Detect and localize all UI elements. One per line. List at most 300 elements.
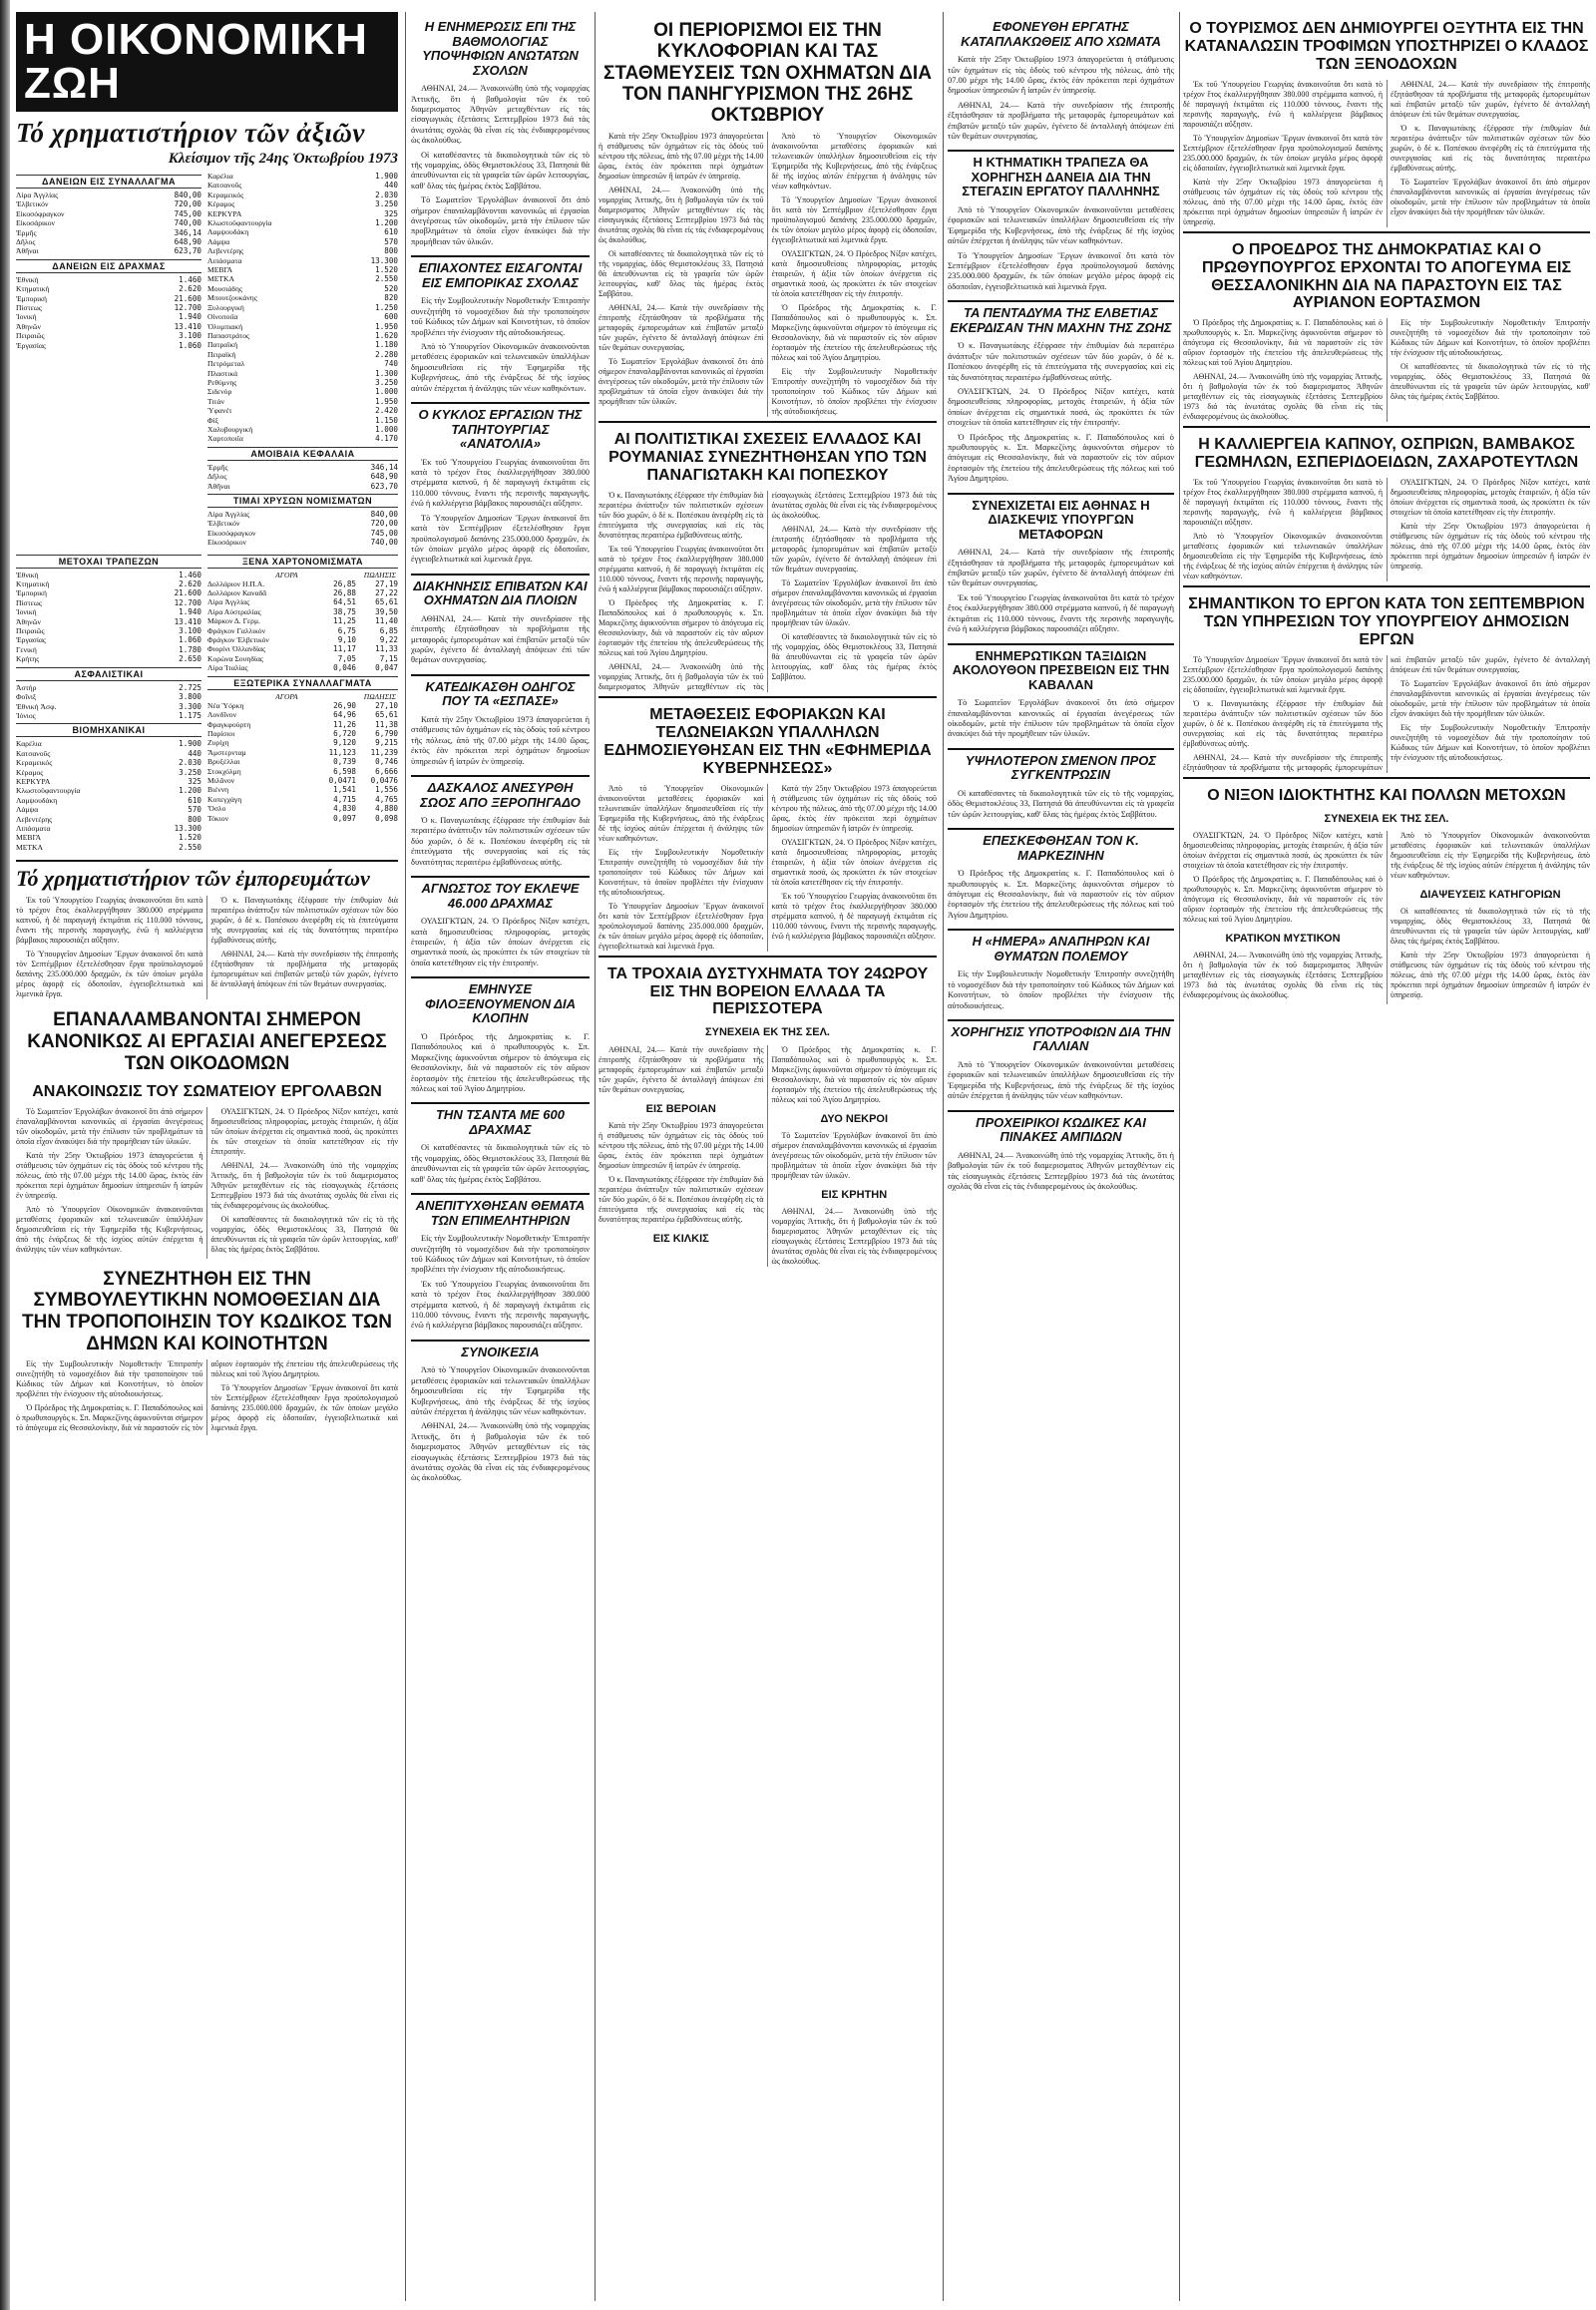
row-label: Λιπάσματα: [207, 255, 242, 265]
row-value: 740,00: [370, 538, 398, 548]
paragraph: Ὁ Πρόεδρος τῆς Δημοκρατίας κ. Γ. Παπαδόπουλος καὶ ὁ πρωθυπουργὸς κ. Σπ. Μαρκεζίνης ἀφικνοῦνται σήμερον τὸ ἀπόγευμα εἰς Θεσσαλονίκην, διὰ νὰ παραστοῦν εἰς τὸν αὔριον ἑορτασμὸν τῆς ἐπετείου τῆς ἀπελευθερώσεως τῆς πόλεως καὶ τοῦ Ἁγίου Δημητρίου.: [948, 432, 1174, 484]
row-value: 1.520: [179, 833, 201, 843]
table-row: [16, 805, 201, 814]
row-label: Κεραμεικός: [16, 758, 53, 768]
row-value: 13.410: [174, 321, 201, 331]
paragraph: Εἰς τὴν Συμβουλευτικὴν Νομοθετικὴν Ἐπιτροπὴν συνεζητήθη τὸ νομοσχέδιον διὰ τὴν τροποποίησιν τοῦ Κώδικος τῶν Δήμων καὶ Κοινοτήτων, τὸ ὁποῖον προβλέπει τὴν ἐνίσχυσιν τῆς αὐτοδιοικήσεως.: [1391, 722, 1590, 762]
table-heading: ΒΙΟΜΗΧΑΝΙΚΑΙ: [16, 723, 201, 737]
table-row: [16, 228, 201, 237]
row-value: 6,790: [375, 728, 398, 738]
table-row: [16, 692, 201, 701]
buy-heading: ΑΓΟΡΑ: [275, 570, 298, 579]
row-value: 600: [384, 312, 398, 322]
table-row: [207, 181, 398, 190]
paragraph: ΟΥΑΣΙΓΚΤΩΝ, 24. Ὁ Πρόεδρος Νίξον κατέχει, κατὰ δημοσιευθείσας πληροφορίας, μετοχὰς ἑταιρειῶν, ἡ ἀξία τῶν ὁποίων ἀνέρχεται εἰς σημαντικὰ ποσά, ὡς προκύπτει ἐκ τῶν στοιχείων τὰ ὁποῖα κατετέθησαν εἰς τὴν ἐπιτροπήν.: [1183, 831, 1383, 871]
row-value: 1.940: [179, 312, 201, 322]
table-row: [16, 635, 201, 644]
table-row: [207, 757, 398, 766]
paragraph: ΟΥΑΣΙΓΚΤΩΝ, 24. Ὁ Πρόεδρος Νίξον κατέχει, κατὰ δημοσιευθείσας πληροφορίας, μετοχὰς ἑταιρειῶν, ἡ ἀξία τῶν ὁποίων ἀνέρχεται εἰς σημαντικὰ ποσά, ὡς προκύπτει ἐκ τῶν στοιχείων τὰ ὁποῖα κατετέθησαν εἰς τὴν ἐπιτροπήν.: [210, 1106, 398, 1156]
paragraph: Εἰς τὴν Συμβουλευτικὴν Νομοθετικὴν Ἐπιτροπὴν συνεζητήθη τὸ νομοσχέδιον διὰ τὴν τροποποίησιν τοῦ Κώδικος τῶν Δήμων καὶ Κοινοτήτων, τὸ ὁποῖον προβλέπει τὴν ἐνίσχυσιν τῆς αὐτοδιοικήσεως.: [948, 969, 1174, 1010]
divider: [1183, 777, 1590, 779]
paragraph: Εἰς τὴν Συμβουλευτικὴν Νομοθετικὴν Ἐπιτροπὴν συνεζητήθη τὸ νομοσχέδιον διὰ τὴν τροποποίησιν τοῦ Κώδικος τῶν Δήμων καὶ Κοινοτήτων, τὸ ὁποῖον προβλέπει τὴν ἐνίσχυσιν τῆς αὐτοδιοικήσεως.: [598, 847, 764, 897]
table-row: [207, 472, 398, 481]
divider: [1183, 585, 1590, 587]
row-value: 1.520: [375, 265, 398, 275]
row-value: 1.060: [179, 340, 201, 350]
row-value: 3.250: [179, 767, 201, 777]
headline: Η ΕΝΗΜΕΡΩΣΙΣ ΕΠΙ ΤΗΣ ΒΑΘΜΟΛΟΓΙΑΣ ΥΠΟΨΗΦΙΩΝ ΑΝΩΤΑΤΩΝ ΣΧΟΛΩΝ: [422, 19, 579, 78]
table-subheading: [207, 692, 398, 701]
close-date: Κλείσιμον τῆς 24ης Ὀκτωβρίου 1973: [168, 151, 398, 167]
row-value: 840,00: [370, 510, 398, 519]
row-value: 27,22: [375, 588, 398, 598]
row-label: Κτηματική: [16, 579, 50, 589]
row-value: 1.250: [375, 302, 398, 312]
table-row: [16, 626, 201, 635]
row-value: 520: [384, 283, 398, 293]
row-value: 720,00: [370, 519, 398, 529]
row-label: Φράγκον Γαλλικόν: [207, 625, 266, 635]
headline-crops: Η ΚΑΛΛΙΕΡΓΕΙΑ ΚΑΠΝΟΥ, ΟΣΠΡΙΩΝ, ΒΑΜΒΑΚΟΣ ΓΕΩΜΗΛΩΝ, ΕΣΠΕΡΙΔΟΕΙΔΩΝ, ΖΑΧΑΡΟΤΕΥΤΛΩΝ: [1194, 436, 1579, 472]
row-value: 0,047: [375, 663, 398, 673]
row-value: 2.280: [375, 349, 398, 359]
column-rule: [1179, 12, 1180, 2301]
row-label: Εἰκοσόφραγκον: [16, 208, 65, 218]
row-value: 13.410: [174, 616, 201, 626]
commodities-text: [16, 896, 398, 999]
table-row: [207, 265, 398, 274]
loans-fx-table: [16, 191, 201, 256]
table-row: [16, 617, 201, 626]
paragraph: Ὁ κ. Παναγιωτάκης ἐξέφρασε τὴν ἐπιθυμίαν διὰ περαιτέρω ἀνάπτυξιν τῶν πολιτιστικῶν σχέσεων τῶν δύο χωρῶν, ὁ δὲ κ. Ποπέσκου ἀνεφέρθη εἰς τὰ ἐπιτεύγματα τῆς συνεργασίας καὶ εἰς τὰς δυνατότητας περαιτέρω ἐμβαθύνσεως αὐτῆς.: [1183, 698, 1383, 748]
paragraph: Ἀπὸ τὸ Ὑπουργεῖον Οἰκονομικῶν ἀνακοινοῦνται μεταθέσεις ἐφοριακῶν καὶ τελωνειακῶν ὑπαλλήλων δημοσιευθεῖσαι εἰς τὴν Ἐφημερίδα τῆς Κυβερνήσεως, ἀπὸ τῆς ἐνάρξεως δὲ τῆς ἰσχύος αὐτῶν ἐπέρχεται ἡ ἀνάληψις τῶν νέων καθηκόντων.: [948, 1060, 1174, 1101]
table-row: [207, 644, 398, 653]
row-label: Ἀθηνῶν: [16, 321, 41, 331]
paragraph: ΑΘΗΝΑΙ, 24.— Ἀνακοινώθη ὑπὸ τῆς νομαρχίας Ἀττικῆς, ὅτι ἡ βαθμολογία τῶν ἐκ τοῦ διαμερισματος Ἀθηνῶν μεταχθέντων εἰς τὰς εἰσαγωγικὰς ἐξετάσεις Σεπτεμβρίου 1973 διά τὰς ἀνωτάτας σχολὰς θὰ εἶναι εἰς τὰς ἐνδιαφερομένους ὡς ἀκολούθως.: [598, 186, 764, 245]
row-label: Χαλυβουργική: [207, 424, 253, 434]
table-row: [207, 425, 398, 434]
row-value: 325: [188, 776, 201, 786]
table-row: [207, 795, 398, 804]
row-label: Νέα Ὑόρκη: [207, 700, 244, 710]
row-label: Ἐμπορική: [16, 293, 48, 303]
paragraph: ΑΘΗΝΑΙ, 24.— Ἀνακοινώθη ὑπὸ τῆς νομαρχίας Ἀττικῆς, ὅτι ἡ βαθμολογία τῶν ἐκ τοῦ διαμερισματος Ἀθηνῶν μεταχθέντων εἰς τὰς εἰσαγωγικὰς ἐξετάσεις Σεπτεμβρίου 1973 διά τὰς ἀνωτάτας σχολὰς θὰ εἶναι εἰς τὰς ἐνδιαφερομένους ὡς ἀκολούθως.: [210, 1160, 398, 1210]
table-row: [207, 588, 398, 597]
paragraph: ΑΘΗΝΑΙ, 24.— Ἀνακοινώθη ὑπὸ τῆς νομαρχίας Ἀττικῆς, ὅτι ἡ βαθμολογία τῶν ἐκ τοῦ διαμερισματος Ἀθηνῶν μεταχθέντων εἰς τὰς εἰσαγωγικὰς ἐξετάσεις Σεπτεμβρίου 1973 διά τὰς ἀνωτάτας σχολὰς θὰ εἶναι εἰς τὰς ἐνδιαφερομένους ὡς ἀκολούθως.: [411, 84, 590, 146]
paragraph: Εἰς τὴν Συμβουλευτικὴν Νομοθετικὴν Ἐπιτροπὴν συνεζητήθη τὸ νομοσχέδιον διὰ τὴν τροποποίησιν τοῦ Κώδικος τῶν Δήμων καὶ Κοινοτήτων, τὸ ὁποῖον προβλέπει τὴν ἐνίσχυσιν τῆς αὐτοδιοικήσεως.: [411, 296, 590, 337]
row-value: 840,00: [174, 191, 201, 199]
row-value: 2.030: [179, 758, 201, 768]
row-label: Μάρκον Δ. Γερμ.: [207, 616, 260, 626]
article-accidents: [598, 1045, 937, 1268]
row-label: Οἰνοποιΐα: [207, 312, 238, 322]
row-label: Λαμψουδάκη: [16, 795, 58, 805]
row-label: Χαρτοποιΐα: [207, 434, 243, 444]
table-row: [207, 172, 398, 181]
table-row: [207, 284, 398, 293]
paragraph: Ὁ κ. Παναγιωτάκης ἐξέφρασε τὴν ἐπιθυμίαν διὰ περαιτέρω ἀνάπτυξιν τῶν πολιτιστικῶν σχέσεων τῶν δύο χωρῶν, ὁ δὲ κ. Ποπέσκου ἀνεφέρθη εἰς τὰ ἐπιτεύγματα τῆς συνεργασίας καὶ εἰς τὰς δυνατότητας περαιτέρω ἐμβαθύνσεως αὐτῆς.: [598, 491, 764, 541]
row-value: 610: [188, 795, 201, 805]
row-value: 3.100: [179, 626, 201, 636]
stocks-table: [207, 172, 398, 548]
row-value: 720,00: [174, 199, 201, 209]
headline: ΕΠΕΣΚΕΦΘΗΣΑΝ ΤΟΝ Κ. ΜΑΡΚΕΖΙΝΗΝ: [948, 828, 1174, 863]
paragraph: Ὁ Πρόεδρος τῆς Δημοκρατίας κ. Γ. Παπαδόπουλος καὶ ὁ πρωθυπουργὸς κ. Σπ. Μαρκεζίνης ἀφικνοῦνται σήμερον τὸ ἀπόγευμα εἰς Θεσσαλονίκην, διὰ νὰ παραστοῦν εἰς τὸν αὔριον ἑορτασμὸν τῆς ἐπετείου τῆς ἀπελευθερώσεως τῆς πόλεως καὶ τοῦ Ἁγίου Δημητρίου.: [771, 303, 937, 363]
row-label: Μουσιάδης: [207, 283, 242, 293]
row-value: 325: [384, 208, 398, 218]
table-row: [207, 463, 398, 472]
row-value: 570: [384, 236, 398, 246]
row-label: Κέραμος: [207, 199, 235, 209]
row-label: Κλωστοϋφαντουργία: [16, 786, 81, 796]
table-row: [207, 482, 398, 491]
row-label: Φράγκον Ἐλβετικόν: [207, 635, 269, 645]
row-label: Λίρα Αὐστραλίας: [207, 606, 261, 616]
row-value: 11,17: [333, 644, 356, 654]
table-row: [16, 711, 201, 720]
table-row: [16, 312, 201, 321]
table-row: [207, 331, 398, 340]
paragraph: Ἐκ τοῦ Ὑπουργείου Γεωργίας ἀνακοινοῦται ὅτι κατὰ τὸ τρέχον ἔτος ἐκαλλιεργήθησαν 380.000 στρέμματα καπνοῦ, ἡ δὲ παραγωγὴ ἐκτιμᾶται εἰς 110.000 τόννους, ἔναντι τῆς περσινῆς παραγωγῆς, ἐνῶ ἡ καλλιέργεια βάμβακος παρουσιάζει αὔξησιν.: [16, 896, 203, 946]
row-value: 1.620: [375, 330, 398, 340]
row-label: Ἐθνική: [16, 274, 39, 284]
paragraph: Οἱ καταθέσαντες τὰ δικαιολογητικὰ τῶν εἰς τὸ τῆς νομαρχίας, ὁδὸς Θεμιστοκλέους 33, Πατησιά θὰ ἀπευθύνωνται εἰς τὰ γραφεῖα τῶν ὡρῶν λειτουργίας, καθ' ὅλας τὰς ἡμέρας ἐκτὸς Σαββάτου.: [598, 249, 764, 299]
table-row: [207, 199, 398, 208]
row-label: Ἐργασίας: [16, 635, 46, 645]
paragraph: Τὸ Ὑπουργεῖον Δημοσίων Ἔργων ἀνακοινοῖ ὅτι κατὰ τὸν Σεπτέμβριον ἐξετελέσθησαν ἔργα προϋπολογισμοῦ δαπάνης 235.000.000 δραχμῶν, ἐκ τῶν ὁποίων μεγάλο μέρος ἀφορᾷ εἰς ὁδοποιΐαν, ἐγγειοβελτιωτικὰ καὶ λιμενικὰ ἔργα.: [411, 513, 590, 565]
row-label: Πατραϊκή: [207, 340, 238, 350]
paragraph: Οἱ καταθέσαντες τὰ δικαιολογητικὰ τῶν εἰς τὸ τῆς νομαρχίας, ὁδὸς Θεμιστοκλέους 33, Πατησιά θὰ ἀπευθύνωνται εἰς τὰ γραφεῖα τῶν ὡρῶν λειτουργίας, καθ' ὅλας τὰς ἡμέρας ἐκτὸς Σαββάτου.: [948, 788, 1174, 819]
headline-nixon: Ο ΝΙΞΟΝ ΙΔΙΟΚΤΗΤΗΣ ΚΑΙ ΠΟΛΛΩΝ ΜΕΤΟΧΩΝ: [1207, 786, 1566, 804]
paragraph: Ὁ κ. Παναγιωτάκης ἐξέφρασε τὴν ἐπιθυμίαν διὰ περαιτέρω ἀνάπτυξιν τῶν πολιτιστικῶν σχέσεων τῶν δύο χωρῶν, ὁ δὲ κ. Ποπέσκου ἀνεφέρθη εἰς τὰ ἐπιτεύγματα τῆς συνεργασίας καὶ εἰς τὰς δυνατότητας περαιτέρω ἐμβαθύνσεως αὐτῆς.: [598, 1175, 764, 1225]
row-label: Πειραιῶς: [16, 331, 45, 341]
article-public-works: [1183, 655, 1590, 773]
paragraph: Ὁ Πρόεδρος τῆς Δημοκρατίας κ. Γ. Παπαδόπουλος καὶ ὁ πρωθυπουργὸς κ. Σπ. Μαρκεζίνης ἀφικνοῦνται σήμερον τὸ ἀπόγευμα εἰς Θεσσαλονίκην, διὰ νὰ παραστοῦν εἰς τὸν αὔριον ἑορτασμὸν τῆς ἐπετείου τῆς ἀπελευθερώσεως τῆς πόλεως καὶ τοῦ Ἁγίου Δημητρίου.: [16, 1359, 398, 1432]
paragraph: Εἰς τὴν Συμβουλευτικὴν Νομοθετικὴν Ἐπιτροπὴν συνεζητήθη τὸ νομοσχέδιον διὰ τὴν τροποποίησιν τοῦ Κώδικος τῶν Δήμων καὶ Κοινοτήτων, τὸ ὁποῖον προβλέπει τὴν ἐνίσχυσιν τῆς αὐτοδιοικήσεως.: [16, 1359, 203, 1398]
row-value: 820: [384, 293, 398, 303]
row-value: 4,715: [333, 794, 356, 804]
table-row: [16, 702, 201, 711]
article-transfers: [598, 784, 937, 952]
paragraph: Ὁ Πρόεδρος τῆς Δημοκρατίας κ. Γ. Παπαδόπουλος καὶ ὁ πρωθυπουργὸς κ. Σπ. Μαρκεζίνης ἀφικνοῦνται σήμερον τὸ ἀπόγευμα εἰς Θεσσαλονίκην, διὰ νὰ παραστοῦν εἰς τὸν αὔριον ἑορτασμὸν τῆς ἐπετείου τῆς ἀπελευθερώσεως τῆς πόλεως καὶ τοῦ Ἁγίου Δημητρίου.: [1183, 318, 1383, 368]
row-label: Ἰονική: [16, 312, 37, 322]
table-row: [16, 275, 201, 284]
table-row: [207, 748, 398, 757]
row-label: Καρέλια: [16, 739, 42, 749]
row-value: 1.950: [375, 396, 398, 406]
row-label: Ἑρμῆς: [16, 227, 37, 237]
row-value: 0,739: [333, 757, 356, 767]
headline: ΤΑ ΠΕΝΤΑΔΥΜΑ ΤΗΣ ΕΛΒΕΤΙΑΣ ΕΚΕΡΔΙΣΑΝ ΤΗΝ ΜΑΧΗΝ ΤΗΣ ΖΩΗΣ: [948, 300, 1174, 335]
row-label: Κέραμος: [16, 767, 44, 777]
table-row: [207, 397, 398, 406]
table-row: [207, 434, 398, 443]
row-label: Πειραιῶς: [16, 626, 45, 636]
subheadline: ΑΝΑΚΟΙΝΩΣΙΣ ΤΟΥ ΣΩΜΑΤΕΙΟΥ ΕΡΓΟΛΑΒΩΝ: [32, 1082, 382, 1100]
paragraph: Κατὰ τὴν 25ην Ὀκτωβρίου 1973 ἀπαγορεύεται ἡ στάθμευσις τῶν ὀχημάτων εἰς τὰς ὁδοὺς τοῦ κέντρου τῆς πόλεως, ἀπὸ τῆς 07.00 μέχρι τῆς 14.00 ὥρας, ἐκτὸς ἐὰν πρόκειται περὶ ὀχημάτων δημοσίων ὑπηρεσιῶν ἢ ἰατρῶν ἐν ὑπηρεσίᾳ.: [411, 714, 590, 766]
table-row: [207, 529, 398, 538]
table-row: [207, 538, 398, 547]
row-label: Κλωστοϋφαντουργία: [207, 218, 272, 228]
table-subheading: [207, 571, 398, 579]
table-heading: ΑΜΟΙΒΑΙΑ ΚΕΦΑΛΑΙΑ: [207, 447, 398, 461]
row-value: 1.460: [179, 570, 201, 579]
column-three: [598, 12, 937, 2301]
paragraph: Οἱ καταθέσαντες τὰ δικαιολογητικὰ τῶν εἰς τὸ τῆς νομαρχίας, ὁδὸς Θεμιστοκλέους 33, Πατησιά θὰ ἀπευθύνωνται εἰς τὰ γραφεῖα τῶν ὡρῶν λειτουργίας, καθ' ὅλας τὰς ἡμέρας ἐκτὸς Σαββάτου.: [1391, 907, 1590, 947]
table-row: [16, 246, 201, 255]
headline-president: Ο ΠΡΟΕΔΡΟΣ ΤΗΣ ΔΗΜΟΚΡΑΤΙΑΣ ΚΑΙ Ο ΠΡΩΘΥΠΟΥΡΓΟΣ ΕΡΧΟΝΤΑΙ ΤΟ ΑΠΟΓΕΥΜΑ ΕΙΣ ΘΕΣΣΑΛΟΝΙΚΗΝ ΔΙΑ ΝΑ ΠΑΡΑΣΤΟΥΝ ΕΙΣ ΤΑΣ ΑΥΡΙΑΝΟΝ ΕΟΡΤΑΣΜΟΝ: [1201, 240, 1572, 312]
row-value: 740: [384, 359, 398, 369]
row-label: Πειραϊκή: [207, 349, 236, 359]
table-row: [16, 796, 201, 805]
paragraph: ΑΘΗΝΑΙ, 24.— Ἀνακοινώθη ὑπὸ τῆς νομαρχίας Ἀττικῆς, ὅτι ἡ βαθμολογία τῶν ἐκ τοῦ διαμερισματος Ἀθηνῶν μεταχθέντων εἰς τὰς εἰσαγωγικὰς ἐξετάσεις Σεπτεμβρίου 1973 διά τὰς ἀνωτάτας σχολὰς θὰ εἶναι εἰς τὰς ἐνδιαφερομένους ὡς ἀκολούθως.: [1183, 951, 1383, 1000]
headline-transfers: ΜΕΤΑΘΕΣΕΙΣ ΕΦΟΡΙΑΚΩΝ ΚΑΙ ΤΕΛΩΝΕΙΑΚΩΝ ΥΠΑΛΛΗΛΩΝ ΕΔΗΜΟΣΙΕΥΘΗΣΑΝ ΕΙΣ ΤΗΝ «ΕΦΗΜΕΡΙΔΑ ΚΥΒΕΡΝΗΣΕΩΣ»: [603, 706, 932, 777]
row-value: 1.950: [375, 321, 398, 331]
row-value: 1.180: [375, 340, 398, 350]
row-label: Ρεθύμνης: [207, 377, 237, 387]
headline: ΚΑΤΕΔΙΚΑΣΘΗ ΟΔΗΓΟΣ ΠΟΥ ΤΑ «ΕΣΠΑΣΕ»: [411, 674, 590, 709]
paragraph: Τὸ Σωματεῖον Ἐργολάβων ἀνακοινοῖ ὅτι ἀπὸ σήμερον ἐπαναλαμβάνονται κανονικῶς αἱ ἐργασίαι ἀνεγέρσεως τῶν οἰκοδομῶν, μετὰ τὴν ἐπίλυσιν τῶν προβλημάτων τὰ ὁποῖα εἶχον ἀνακύψει διὰ τὴν προμήθειαν τῶν ὑλικῶν.: [16, 1106, 203, 1146]
paragraph: ΟΥΑΣΙΓΚΤΩΝ, 24. Ὁ Πρόεδρος Νίξον κατέχει, κατὰ δημοσιευθείσας πληροφορίας, μετοχὰς ἑταιρειῶν, ἡ ἀξία τῶν ὁποίων ἀνέρχεται εἰς σημαντικὰ ποσά, ὡς προκύπτει ἐκ τῶν στοιχείων τὰ ὁποῖα κατετέθησαν εἰς τὴν ἐπιτροπήν.: [411, 917, 590, 967]
row-value: 2.420: [375, 406, 398, 416]
paragraph: Τὸ Σωματεῖον Ἐργολάβων ἀνακοινοῖ ὅτι ἀπὸ σήμερον ἐπαναλαμβάνονται κανονικῶς αἱ ἐργασίαι ἀνεγέρσεως τῶν οἰκοδομῶν, μετὰ τὴν ἐπίλυσιν τῶν προβλημάτων τὰ ὁποῖα εἶχον ἀνακύψει διὰ τὴν προμήθειαν τῶν ὑλικῶν.: [771, 578, 937, 628]
row-value: 2.620: [179, 284, 201, 294]
buy-heading: ΑΓΟΡΑ: [275, 691, 298, 701]
headline: ΑΓΝΩΣΤΟΣ ΤΟΥ ΕΚΛΕΨΕ 46.000 ΔΡΑΧΜΑΣ: [411, 876, 590, 911]
row-label: Κατσανοῦς: [16, 748, 51, 758]
row-value: 13.300: [370, 255, 398, 265]
table-row: [16, 571, 201, 579]
column-two: [411, 12, 590, 2301]
table-heading: ΜΕΤΟΧΑΙ ΤΡΑΠΕΖΩΝ: [16, 555, 201, 569]
paragraph: Ὁ Πρόεδρος τῆς Δημοκρατίας κ. Γ. Παπαδόπουλος καὶ ὁ πρωθυπουργὸς κ. Σπ. Μαρκεζίνης ἀφικνοῦνται σήμερον τὸ ἀπόγευμα εἰς Θεσσαλονίκην, διὰ νὰ παραστοῦν εἰς τὸν αὔριον ἑορτασμὸν τῆς ἐπετείου τῆς ἀπελευθερώσεως τῆς πόλεως καὶ τοῦ Ἁγίου Δημητρίου.: [411, 1031, 590, 1093]
paragraph: Τὸ Σωματεῖον Ἐργολάβων ἀνακοινοῖ ὅτι ἀπὸ σήμερον ἐπαναλαμβάνονται κανονικῶς αἱ ἐργασίαι ἀνεγέρσεως τῶν οἰκοδομῶν, μετὰ τὴν ἐπίλυσιν τῶν προβλημάτων τὰ ὁποῖα εἶχον ἀνακύψει διὰ τὴν προμήθειαν τῶν ὑλικῶν.: [598, 357, 764, 407]
row-value: 0,0471: [328, 775, 356, 785]
table-row: [207, 804, 398, 813]
table-row: [207, 350, 398, 359]
row-value: 745,00: [370, 528, 398, 538]
table-row: [207, 303, 398, 312]
row-value: 1.780: [179, 644, 201, 654]
paragraph: Ἐκ τοῦ Ὑπουργείου Γεωργίας ἀνακοινοῦται ὅτι κατὰ τὸ τρέχον ἔτος ἐκαλλιεργήθησαν 380.000 στρέμματα καπνοῦ, ἡ δὲ παραγωγὴ ἐκτιμᾶται εἰς 110.000 τόννους, ἔναντι τῆς περσινῆς παραγωγῆς, ἐνῶ ἡ καλλιέργεια βάμβακος παρουσιάζει αὔξησιν.: [948, 592, 1174, 634]
paragraph: Τὸ Ὑπουργεῖον Δημοσίων Ἔργων ἀνακοινοῖ ὅτι κατὰ τὸν Σεπτέμβριον ἐξετελέσθησαν ἔργα προϋπολογισμοῦ δαπάνης 235.000.000 δραχμῶν, ἐκ τῶν ὁποίων μεγάλο μέρος ἀφορᾷ εἰς ὁδοποιΐαν, ἐγγειοβελτιωτικὰ καὶ λιμενικὰ ἔργα.: [598, 901, 764, 951]
table-row: [16, 588, 201, 597]
row-value: 3.800: [179, 692, 201, 702]
row-label: Λίρα Ἀγγλίας: [207, 510, 250, 519]
row-value: 1.300: [375, 368, 398, 378]
headline: ΠΡΟΧΕΙΡΙΚΟΙ ΚΩΔΙΚΕΣ ΚΑΙ ΠΙΝΑΚΕΣ ΑΜΠΙΔΩΝ: [948, 1110, 1174, 1145]
table-row: [16, 768, 201, 777]
headline-municipal-code: ΣΥΝΕΖΗΤΗΘΗ ΕΙΣ ΤΗΝ ΣΥΜΒΟΥΛΕΥΤΙΚΗΝ ΝΟΜΟΘΕΣΙΑΝ ΔΙΑ ΤΗΝ ΤΡΟΠΟΠΟΙΗΣΙΝ ΤΟΥ ΚΩΔΙΚΟΣ ΤΩΝ ΔΗΜΩΝ ΚΑΙ ΚΟΙΝΟΤΗΤΩΝ: [22, 1268, 392, 1355]
paragraph: ΟΥΑΣΙΓΚΤΩΝ, 24. Ὁ Πρόεδρος Νίξον κατέχει, κατὰ δημοσιευθείσας πληροφορίας, μετοχὰς ἑταιρειῶν, ἡ ἀξία τῶν ὁποίων ἀνέρχεται εἰς σημαντικὰ ποσά, ὡς προκύπτει ἐκ τῶν στοιχείων τὰ ὁποῖα κατετέθησαν εἰς τὴν ἐπιτροπήν.: [1391, 478, 1590, 518]
paragraph: Οἱ καταθέσαντες τὰ δικαιολογητικὰ τῶν εἰς τὸ τῆς νομαρχίας, ὁδὸς Θεμιστοκλέους 33, Πατησιά θὰ ἀπευθύνωνται εἰς τὰ γραφεῖα τῶν ὡρῶν λειτουργίας, καθ' ὅλας τὰς ἡμέρας ἐκτὸς Σαββάτου.: [210, 1214, 398, 1254]
row-value: 13.300: [174, 823, 201, 833]
row-label: Ἄμστερνταμ: [207, 747, 246, 757]
row-value: 1.900: [179, 739, 201, 749]
divider: [598, 421, 937, 423]
paragraph: Εἰς τὴν Συμβουλευτικὴν Νομοθετικὴν Ἐπιτροπὴν συνεζητήθη τὸ νομοσχέδιον διὰ τὴν τροποποίησιν τοῦ Κώδικος τῶν Δήμων καὶ Κοινοτήτων, τὸ ὁποῖον προβλέπει τὴν ἐνίσχυσιν τῆς αὐτοδιοικήσεως.: [771, 367, 937, 417]
headline: ΕΦΟΝΕΥΘΗ ΕΡΓΑΤΗΣ ΚΑΤΑΠΛΑΚΩΘΕΙΣ ΑΠΟ ΧΩΜΑΤΑ: [961, 19, 1161, 49]
row-label: Μιλᾶνον: [207, 775, 235, 785]
paragraph: Τὸ Σωματεῖον Ἐργολάβων ἀνακοινοῖ ὅτι ἀπὸ σήμερον ἐπαναλαμβάνονται κανονικῶς αἱ ἐργασίαι ἀνεγέρσεως τῶν οἰκοδομῶν, μετὰ τὴν ἐπίλυσιν τῶν προβλημάτων τὰ ὁποῖα εἶχον ἀνακύψει διὰ τὴν προμήθειαν τῶν ὑλικῶν.: [771, 1131, 937, 1181]
table-row: [16, 607, 201, 616]
paragraph: Τὸ Σωματεῖον Ἐργολάβων ἀνακοινοῖ ὅτι ἀπὸ σήμερον ἐπαναλαμβάνονται κανονικῶς αἱ ἐργασίαι ἀνεγέρσεως τῶν οἰκοδομῶν, μετὰ τὴν ἐπίλυσιν τῶν προβλημάτων τὰ ὁποῖα εἶχον ἀνακύψει διὰ τὴν προμήθειαν τῶν ὑλικῶν.: [948, 698, 1174, 739]
paragraph: ΑΘΗΝΑΙ, 24.— Κατὰ τὴν συνεδρίασιν τῆς ἐπιτροπῆς ἐξητάσθησαν τὰ προβλήματα τῆς μεταφορᾶς ἐμπορευμάτων καὶ ἐπιβατῶν μεταξὺ τῶν χωρῶν, ἐγένετο δὲ ἀνταλλαγὴ ἀπόψεων ἐπὶ τῶν θεμάτων συνεργασίας.: [948, 548, 1174, 588]
bank-currency-tables: [16, 552, 398, 853]
divider: [1183, 426, 1590, 428]
paragraph: Ὁ Πρόεδρος τῆς Δημοκρατίας κ. Γ. Παπαδόπουλος καὶ ὁ πρωθυπουργὸς κ. Σπ. Μαρκεζίνης ἀφικνοῦνται σήμερον τὸ ἀπόγευμα εἰς Θεσσαλονίκην, διὰ νὰ παραστοῦν εἰς τὸν αὔριον ἑορτασμὸν τῆς ἐπετείου τῆς ἀπελευθερώσεως τῆς πόλεως καὶ τοῦ Ἁγίου Δημητρίου.: [1183, 875, 1383, 925]
table-row: [16, 579, 201, 588]
headline: ΔΑΣΚΑΛΟΣ ΑΝΕΣΥΡΘΗ ΣΩΟΣ ΑΠΟ ΞΕΡΟΠΗΓΑΔΟ: [411, 775, 590, 810]
loans-tables: [16, 172, 201, 548]
headline: ΧΟΡΗΓΗΣΙΣ ΥΠΟΤΡΟΦΙΩΝ ΔΙΑ ΤΗΝ ΓΑΛΛΙΑΝ: [948, 1019, 1174, 1054]
row-value: 9,120: [333, 738, 356, 748]
paragraph: Οἱ καταθέσαντες τὰ δικαιολογητικὰ τῶν εἰς τὸ τῆς νομαρχίας, ὁδὸς Θεμιστοκλέους 33, Πατησιά θὰ ἀπευθύνωνται εἰς τὰ γραφεῖα τῶν ὡρῶν λειτουργίας, καθ' ὅλας τὰς ἡμέρας ἐκτὸς Σαββάτου.: [771, 632, 937, 682]
row-value: 623,70: [370, 481, 398, 491]
row-label: ΜΕΒΓΑ: [16, 833, 42, 843]
table-row: [207, 293, 398, 302]
row-label: Λάμψα: [16, 805, 39, 815]
row-label: Ἐθνική Ἀσφ.: [16, 701, 57, 711]
paragraph: Οἱ καταθέσαντες τὰ δικαιολογητικὰ τῶν εἰς τὸ τῆς νομαρχίας, ὁδὸς Θεμιστοκλέους 33, Πατησιά θὰ ἀπευθύνωνται εἰς τὰ γραφεῖα τῶν ὡρῶν λειτουργίας, καθ' ὅλας τὰς ἡμέρας ἐκτὸς Σαββάτου.: [1391, 362, 1590, 402]
row-label: ΚΕΡΚΥΡΑ: [207, 208, 242, 218]
row-value: 26,88: [333, 588, 356, 598]
paragraph: Ἐκ τοῦ Ὑπουργείου Γεωργίας ἀνακοινοῦται ὅτι κατὰ τὸ τρέχον ἔτος ἐκαλλιεργήθησαν 380.000 στρέμματα καπνοῦ, ἡ δὲ παραγωγὴ ἐκτιμᾶται εἰς 110.000 τόννους, ἔναντι τῆς περσινῆς παραγωγῆς, ἐνῶ ἡ καλλιέργεια βάμβακος παρουσιάζει αὔξησιν.: [1183, 478, 1383, 528]
row-label: ΜΕΒΓΑ: [207, 265, 233, 275]
row-label: Κοπεγχάγη: [207, 794, 242, 804]
table-row: [207, 701, 398, 710]
row-label: Καρέλια: [207, 172, 233, 181]
table-row: [207, 378, 398, 387]
table-row: [16, 218, 201, 227]
row-value: 4,765: [375, 794, 398, 804]
row-value: 21.600: [174, 588, 201, 598]
table-row: [207, 227, 398, 236]
row-value: 11,25: [333, 616, 356, 626]
headline-romania: ΑΙ ΠΟΛΙΤΙΣΤΙΚΑΙ ΣΧΕΣΕΙΣ ΕΛΛΑΔΟΣ ΚΑΙ ΡΟΥΜΑΝΙΑΣ ΣΥΝΕΖΗΤΗΘΗΣΑΝ ΥΠΟ ΤΩΝ ΠΑΝΑΓΙΩΤΑΚΗ ΚΑΙ ΠΟΠΕΣΚΟΥ: [608, 431, 927, 485]
headline: ΤΗΝ ΤΣΑΝΤΑ ΜΕ 600 ΔΡΑΧΜΑΣ: [411, 1102, 590, 1137]
page-binding-edge: [0, 0, 10, 2310]
table-heading: ΕΞΩΤΕΡΙΚΑ ΣΥΝΑΛΛΑΓΜΑΤΑ: [207, 676, 398, 690]
table-row: [207, 729, 398, 738]
row-label: Ἐλβετικόν: [16, 199, 49, 209]
row-label: Κρήτης: [16, 654, 40, 664]
paragraph: Οἱ καταθέσαντες τὰ δικαιολογητικὰ τῶν εἰς τὸ τῆς νομαρχίας, ὁδὸς Θεμιστοκλέους 33, Πατησιά θὰ ἀπευθύνωνται εἰς τὰ γραφεῖα τῶν ὡρῶν λειτουργίας, καθ' ὅλας τὰς ἡμέρας ἐκτὸς Σαββάτου.: [411, 150, 590, 191]
row-value: 12.700: [174, 597, 201, 607]
article-tourism: [1183, 80, 1590, 227]
table-heading: ΤΙΜΑΙ ΧΡΥΣΩΝ ΝΟΜΙΣΜΑΤΩΝ: [207, 494, 398, 508]
divider: [598, 696, 937, 698]
row-value: 7,15: [379, 653, 398, 663]
row-value: 1.460: [179, 274, 201, 284]
column-five: [1183, 12, 1590, 2301]
row-value: 27,19: [375, 578, 398, 588]
row-value: 11,40: [375, 616, 398, 626]
row-label: Ἀθῆναι: [207, 481, 230, 491]
sell-heading: ΠΩΛΗΣΙΣ: [363, 570, 396, 579]
row-value: 26,90: [333, 700, 356, 710]
article-nixon: [1183, 831, 1590, 1004]
table-row: [16, 237, 201, 246]
paragraph: ΟΥΑΣΙΓΚΤΩΝ, 24. Ὁ Πρόεδρος Νίξον κατέχει, κατὰ δημοσιευθείσας πληροφορίας, μετοχὰς ἑταιρειῶν, ἡ ἀξία τῶν ὁποίων ἀνέρχεται εἰς σημαντικὰ ποσά, ὡς προκύπτει ἐκ τῶν στοιχείων τὰ ὁποῖα κατετέθησαν εἰς τὴν ἐπιτροπήν.: [771, 249, 937, 299]
headline: ΕΝΗΜΕΡΩΤΙΚΩΝ ΤΑΞΙΔΙΩΝ ΑΚΟΛΟΥΘΟΝ ΠΡΕΣΒΕΙΩΝ ΕΙΣ ΤΗΝ ΚΑΒΑΛΑΝ: [948, 643, 1174, 693]
row-label: ΜΕΤΚΑ: [16, 842, 43, 852]
row-value: 21.600: [174, 293, 201, 303]
row-label: Παπαστράτος: [207, 330, 250, 340]
table-row: [207, 322, 398, 331]
paragraph: Ἀπὸ τὸ Ὑπουργεῖον Οἰκονομικῶν ἀνακοινοῦνται μεταθέσεις ἐφοριακῶν καὶ τελωνειακῶν ὑπαλλήλων δημοσιευθεῖσαι εἰς τὴν Ἐφημερίδα τῆς Κυβερνήσεως, ἀπὸ τῆς ἐνάρξεως δὲ τῆς ἰσχύος αὐτῶν ἐπέρχεται ἡ ἀνάληψις τῶν νέων καθηκόντων.: [771, 132, 937, 192]
table-row: [16, 199, 201, 208]
article-municipal-code: [16, 1359, 398, 1435]
continuation-note: ΣΥΝΕΧΕΙΑ ΕΚ ΤΗΣ ΣΕΛ.: [705, 1026, 830, 1039]
row-value: 4,830: [333, 804, 356, 814]
row-label: Κορώνα Σουηδίας: [207, 653, 263, 663]
currency-section: [207, 552, 398, 853]
paragraph: ΑΘΗΝΑΙ, 24.— Κατὰ τὴν συνεδρίασιν τῆς ἐπιτροπῆς ἐξητάσθησαν τὰ προβλήματα τῆς μεταφορᾶς ἐμπορευμάτων καὶ ἐπιβατῶν μεταξὺ τῶν χωρῶν, ἐγένετο δὲ ἀνταλλαγὴ ἀπόψεων ἐπὶ τῶν θεμάτων συνεργασίας.: [598, 1044, 764, 1094]
paragraph: ΑΘΗΝΑΙ, 24.— Ἀνακοινώθη ὑπὸ τῆς νομαρχίας Ἀττικῆς, ὅτι ἡ βαθμολογία τῶν ἐκ τοῦ διαμερισματος Ἀθηνῶν μεταχθέντων εἰς τὰς εἰσαγωγικὰς ἐξετάσεις Σεπτεμβρίου 1973 διά τὰς ἀνωτάτας σχολὰς θὰ εἶναι εἰς τὰς ἐνδιαφερομένους ὡς ἀκολούθως.: [411, 1421, 590, 1483]
exchange-title: Τό χρηματιστήριον τῶν ἀξιῶν: [16, 118, 365, 148]
row-label: Δῆλος: [207, 472, 227, 482]
paragraph: Ἀπὸ τὸ Ὑπουργεῖον Οἰκονομικῶν ἀνακοινοῦνται μεταθέσεις ἐφοριακῶν καὶ τελωνειακῶν ὑπαλλήλων δημοσιευθεῖσαι εἰς τὴν Ἐφημερίδα τῆς Κυβερνήσεως, ἀπὸ τῆς ἐνάρξεως δὲ τῆς ἰσχύος αὐτῶν ἐπέρχεται ἡ ἀνάληψις τῶν νέων καθηκόντων.: [411, 1365, 590, 1416]
table-row: [16, 191, 201, 199]
table-row: [207, 738, 398, 747]
paragraph: Κατὰ τὴν 25ην Ὀκτωβρίου 1973 ἀπαγορεύεται ἡ στάθμευσις τῶν ὀχημάτων εἰς τὰς ὁδοὺς τοῦ κέντρου τῆς πόλεως, ἀπὸ τῆς 07.00 μέχρι τῆς 14.00 ὥρας, ἐκτὸς ἐὰν πρόκειται περὶ ὀχημάτων δημοσίων ὑπηρεσιῶν ἢ ἰατρῶν ἐν ὑπηρεσίᾳ.: [948, 55, 1174, 96]
row-value: 11,239: [370, 747, 398, 757]
paragraph: Κατὰ τὴν 25ην Ὀκτωβρίου 1973 ἀπαγορεύεται ἡ στάθμευσις τῶν ὀχημάτων εἰς τὰς ὁδοὺς τοῦ κέντρου τῆς πόλεως, ἀπὸ τῆς 07.00 μέχρι τῆς 14.00 ὥρας, ἐκτὸς ἐὰν πρόκειται περὶ ὀχημάτων δημοσίων ὑπηρεσιῶν ἢ ἰατρῶν ἐν ὑπηρεσίᾳ.: [771, 783, 937, 833]
section-masthead: Η ΟΙΚΟΝΟΜΙΚΗ ΖΩΗ: [16, 12, 398, 112]
loans-drachma-table: [16, 275, 201, 350]
paragraph: Εἰς τὴν Συμβουλευτικὴν Νομοθετικὴν Ἐπιτροπὴν συνεζητήθη τὸ νομοσχέδιον διὰ τὴν τροποποίησιν τοῦ Κώδικος τῶν Δήμων καὶ Κοινοτήτων, τὸ ὁποῖον προβλέπει τὴν ἐνίσχυσιν τῆς αὐτοδιοικήσεως.: [411, 1234, 590, 1275]
row-label: Εἰκοσάρικον: [207, 538, 246, 548]
table-row: [207, 406, 398, 415]
row-value: 3.250: [375, 199, 398, 209]
paragraph: ΑΘΗΝΑΙ, 24.— Κατὰ τὴν συνεδρίασιν τῆς ἐπιτροπῆς ἐξητάσθησαν τὰ προβλήματα τῆς μεταφορᾶς ἐμπορευμάτων καὶ ἐπιβατῶν μεταξὺ τῶν χωρῶν, ἐγένετο δὲ ἀνταλλαγὴ ἀπόψεων ἐπὶ τῶν θεμάτων συνεργασίας.: [771, 525, 937, 575]
table-row: [207, 191, 398, 199]
row-value: 1.175: [179, 710, 201, 720]
table-row: [16, 786, 201, 795]
paragraph: ΑΘΗΝΑΙ, 24.— Κατὰ τὴν συνεδρίασιν τῆς ἐπιτροπῆς ἐξητάσθησαν τὰ προβλήματα τῆς μεταφορᾶς ἐμπορευμάτων καὶ ἐπιβατῶν μεταξὺ τῶν χωρῶν, ἐγένετο δὲ ἀνταλλαγὴ ἀπόψεων ἐπὶ τῶν θεμάτων συνεργασίας.: [948, 100, 1174, 141]
row-value: 610: [384, 227, 398, 237]
stock-tables: [16, 172, 398, 548]
row-label: Λίρα Ἀγγλίας: [16, 191, 59, 199]
headline-construction: ΕΠΑΝΑΛΑΜΒΑΝΟΝΤΑΙ ΣΗΜΕΡΟΝ ΚΑΝΟΝΙΚΩΣ ΑΙ ΕΡΓΑΣΙΑΙ ΑΝΕΓΕΡΣΕΩΣ ΤΩΝ ΟΙΚΟΔΟΜΩΝ: [27, 1009, 387, 1074]
row-label: Δολλάριον Η.Π.Α.: [207, 578, 265, 588]
row-value: 11,123: [328, 747, 356, 757]
table-row: [16, 824, 201, 833]
row-label: Φραγκφούρτη: [207, 719, 251, 729]
row-value: 11,26: [333, 719, 356, 729]
headline-accidents: ΤΑ ΤΡΟΧΑΙΑ ΔΥΣΤΥΧΗΜΑΤΑ ΤΟΥ 24ΩΡΟΥ ΕΙΣ ΤΗΝ ΒΟΡΕΙΟΝ ΕΛΛΑΔΑ ΤΑ ΠΕΡΙΣΣΟΤΕΡΑ: [606, 964, 929, 1018]
paragraph: ΑΘΗΝΑΙ, 24.— Ἀνακοινώθη ὑπὸ τῆς νομαρχίας Ἀττικῆς, ὅτι ἡ βαθμολογία τῶν ἐκ τοῦ διαμερισματος Ἀθηνῶν μεταχθέντων εἰς τὰς εἰσαγωγικὰς ἐξετάσεις Σεπτεμβρίου 1973 διά τὰς ἀνωτάτας σχολὰς θὰ εἶναι εἰς τὰς ἐνδιαφερομένους ὡς ἀκολούθως.: [948, 1150, 1174, 1191]
row-value: 570: [188, 805, 201, 815]
row-label: Λίρα Ἀγγλίας: [207, 597, 250, 607]
row-value: 440: [384, 181, 398, 191]
row-value: 2.650: [179, 654, 201, 664]
row-label: Λιπάσματα: [16, 823, 51, 833]
row-value: 1.900: [375, 172, 398, 181]
row-label: Κατσανοῦς: [207, 181, 242, 191]
row-label: Ἑρμῆς: [207, 462, 228, 472]
headline: ΥΨΗΛΟΤΕΡΟΝ ΣΜΕΝΟΝ ΠΡΟΣ ΣΥΓΚΕΝΤΡΩΣΙΝ: [948, 748, 1174, 783]
table-row: [207, 663, 398, 672]
row-label: Ἀθῆναι: [16, 246, 39, 256]
row-value: 2.620: [179, 579, 201, 589]
article-traffic: [598, 132, 937, 417]
paragraph: Τὸ Σωματεῖον Ἐργολάβων ἀνακοινοῖ ὅτι ἀπὸ σήμερον ἐπαναλαμβάνονται κανονικῶς αἱ ἐργασίαι ἀνεγέρσεως τῶν οἰκοδομῶν, μετὰ τὴν ἐπίλυσιν τῶν προβλημάτων τὰ ὁποῖα εἶχον ἀνακύψει διὰ τὴν προμήθειαν τῶν ὑλικῶν.: [1391, 177, 1590, 216]
table-row: [207, 616, 398, 625]
row-label: Βρυξέλλαι: [207, 757, 240, 767]
row-label: ΜΕΤΚΑ: [207, 274, 234, 284]
